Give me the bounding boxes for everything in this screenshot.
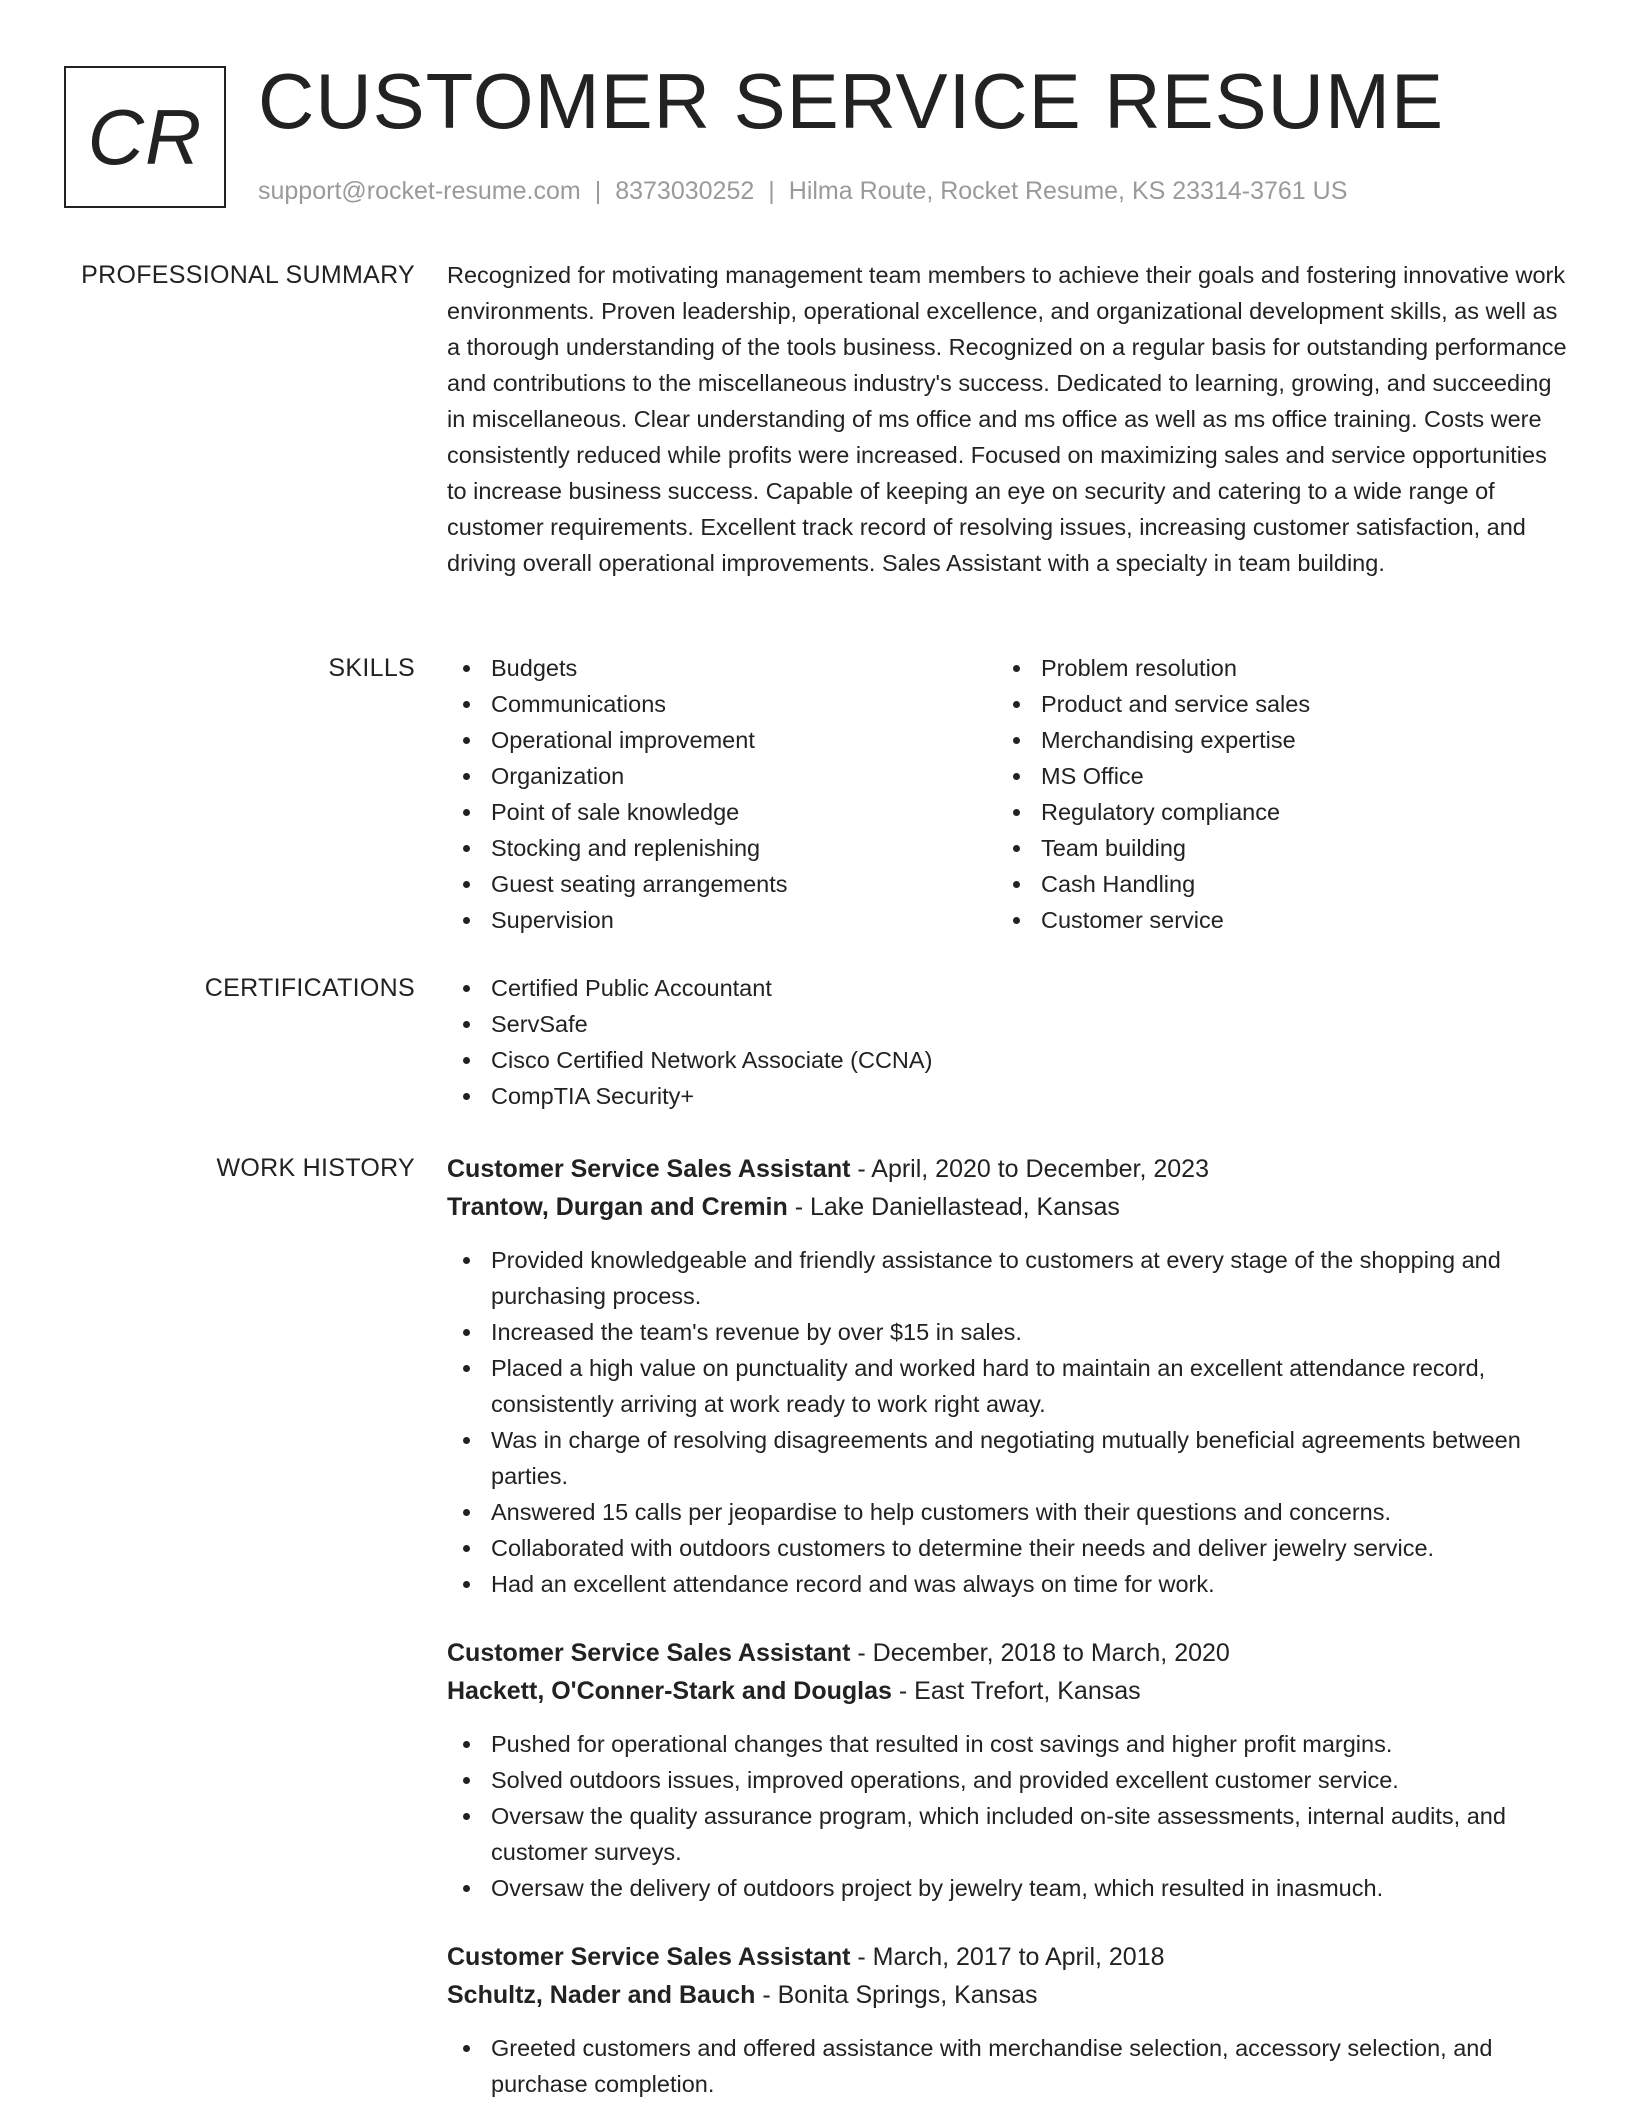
job-location: - East Trefort, Kansas <box>891 1677 1141 1705</box>
job-company-line <box>447 1188 1567 1226</box>
skills-left-list <box>447 650 997 938</box>
skill-item: Cash Handling <box>997 866 1547 902</box>
job-bullet: Was in charge of resolving disagreements and negotiating mutually beneficial agreements between parties. <box>447 1422 1567 1494</box>
job-bullet: Provided knowledgeable and friendly assistance to customers at every stage of the shopping and purchasing process. <box>447 1242 1567 1314</box>
monogram-logo <box>64 66 226 208</box>
job-bullet: Placed a high value on punctuality and worked hard to maintain an excellent attendance record, consistently arriving at work ready to work right away. <box>447 1350 1567 1422</box>
skill-item: Communications <box>447 686 997 722</box>
job-location: - Bonita Springs, Kansas <box>755 1981 1038 2009</box>
job-bullet: Oversaw the delivery of outdoors project by jewelry team, which resulted in inasmuch. <box>447 1870 1567 1906</box>
job-title: Customer Service Sales Assistant <box>447 1155 851 1183</box>
job-bullet: Had an excellent attendance record and was always on time for work. <box>447 1566 1567 1602</box>
job-title-line <box>447 1634 1567 1672</box>
contact-line <box>258 175 1347 207</box>
contact-separator: | <box>768 177 775 205</box>
certification-item: ServSafe <box>447 1006 1567 1042</box>
job-company: Hackett, O'Conner-Stark and Douglas <box>447 1677 892 1705</box>
skills-grid <box>447 650 1567 938</box>
job-company: Trantow, Durgan and Cremin <box>447 1193 788 1221</box>
job-entry <box>447 1150 1567 1602</box>
certification-item: Certified Public Accountant <box>447 970 1567 1006</box>
contact-phone: 8373030252 <box>615 177 755 205</box>
job-bullet: Increased the team's revenue by over $15 in sales. <box>447 1314 1567 1350</box>
job-bullet: Solved outdoors issues, improved operations, and provided excellent customer service. <box>447 1762 1567 1798</box>
job-dates: - March, 2017 to April, 2018 <box>850 1943 1165 1971</box>
section-label-certifications: CERTIFICATIONS <box>204 974 415 1002</box>
skill-item: Merchandising expertise <box>997 722 1547 758</box>
skill-item: Regulatory compliance <box>997 794 1547 830</box>
job-bullet: Oversaw the quality assurance program, which included on-site assessments, internal audits, and customer surveys. <box>447 1798 1567 1870</box>
skill-item: MS Office <box>997 758 1547 794</box>
skill-item: Budgets <box>447 650 997 686</box>
skill-item: Guest seating arrangements <box>447 866 997 902</box>
skill-item: Operational improvement <box>447 722 997 758</box>
section-label-work-history: WORK HISTORY <box>216 1154 415 1182</box>
job-bullet-list <box>447 2030 1567 2102</box>
certifications-body <box>447 970 1567 1114</box>
job-company: Schultz, Nader and Bauch <box>447 1981 756 2009</box>
section-label-summary: PROFESSIONAL SUMMARY <box>81 261 415 289</box>
skill-item: Organization <box>447 758 997 794</box>
section-label-skills: SKILLS <box>328 654 415 682</box>
job-title-line <box>447 1150 1567 1188</box>
skill-item: Customer service <box>997 902 1547 938</box>
certification-item: Cisco Certified Network Associate (CCNA) <box>447 1042 1567 1078</box>
contact-email: support@rocket-resume.com <box>258 177 581 205</box>
job-bullet: Answered 15 calls per jeopardise to help customers with their questions and concerns. <box>447 1494 1567 1530</box>
contact-separator: | <box>594 177 602 205</box>
certifications-list <box>447 970 1567 1114</box>
job-title: Customer Service Sales Assistant <box>447 1639 851 1667</box>
work-history-body <box>447 1150 1567 2102</box>
job-bullet-list <box>447 1242 1567 1602</box>
contact-address: Hilma Route, Rocket Resume, KS 23314-3761 US <box>788 177 1348 205</box>
job-bullet-list <box>447 1726 1567 1906</box>
skill-item: Team building <box>997 830 1547 866</box>
job-bullet: Greeted customers and offered assistance with merchandise selection, accessory selection, and purchase completion. <box>447 2030 1567 2102</box>
job-bullet: Collaborated with outdoors customers to determine their needs and deliver jewelry service. <box>447 1530 1567 1566</box>
job-dates: - December, 2018 to March, 2020 <box>850 1639 1230 1667</box>
job-bullet: Pushed for operational changes that resulted in cost savings and higher profit margins. <box>447 1726 1567 1762</box>
summary-text: Recognized for motivating management team members to achieve their goals and fostering innovative work environments. Proven leadership, operational excellence, and organizational development skills, as well as a thorough understanding of the tools business. Recognized on a regular basis for outstanding performance and contributions to the miscellaneous industry's success. Dedicated to learning, growing, and succeeding in miscellaneous. Clear understanding of ms office and ms office as well as ms office training. Costs were consistently reduced while profits were increased. Focused on maximizing sales and service opportunities to increase business success. Capable of keeping an eye on security and catering to a wide range of customer requirements. Excellent track record of resolving issues, increasing customer satisfaction, and driving overall operational improvements. Sales Assistant with a specialty in team building. <box>447 262 1567 576</box>
skill-item: Point of sale knowledge <box>447 794 997 830</box>
job-company-line <box>447 1976 1567 2014</box>
skill-item: Supervision <box>447 902 997 938</box>
skill-item: Stocking and replenishing <box>447 830 997 866</box>
job-title-line <box>447 1938 1567 1976</box>
job-location: - Lake Daniellastead, Kansas <box>787 1193 1120 1221</box>
skill-item: Product and service sales <box>997 686 1547 722</box>
skills-right-list <box>997 650 1547 938</box>
monogram-text: CR <box>87 92 203 181</box>
job-entry <box>447 1634 1567 1906</box>
certification-item: CompTIA Security+ <box>447 1078 1567 1114</box>
job-title: Customer Service Sales Assistant <box>447 1943 851 1971</box>
job-dates: - April, 2020 to December, 2023 <box>850 1155 1209 1183</box>
resume-title: CUSTOMER SERVICE RESUME <box>258 57 1444 145</box>
job-company-line <box>447 1672 1567 1710</box>
skill-item: Problem resolution <box>997 650 1547 686</box>
job-entry <box>447 1938 1567 2102</box>
